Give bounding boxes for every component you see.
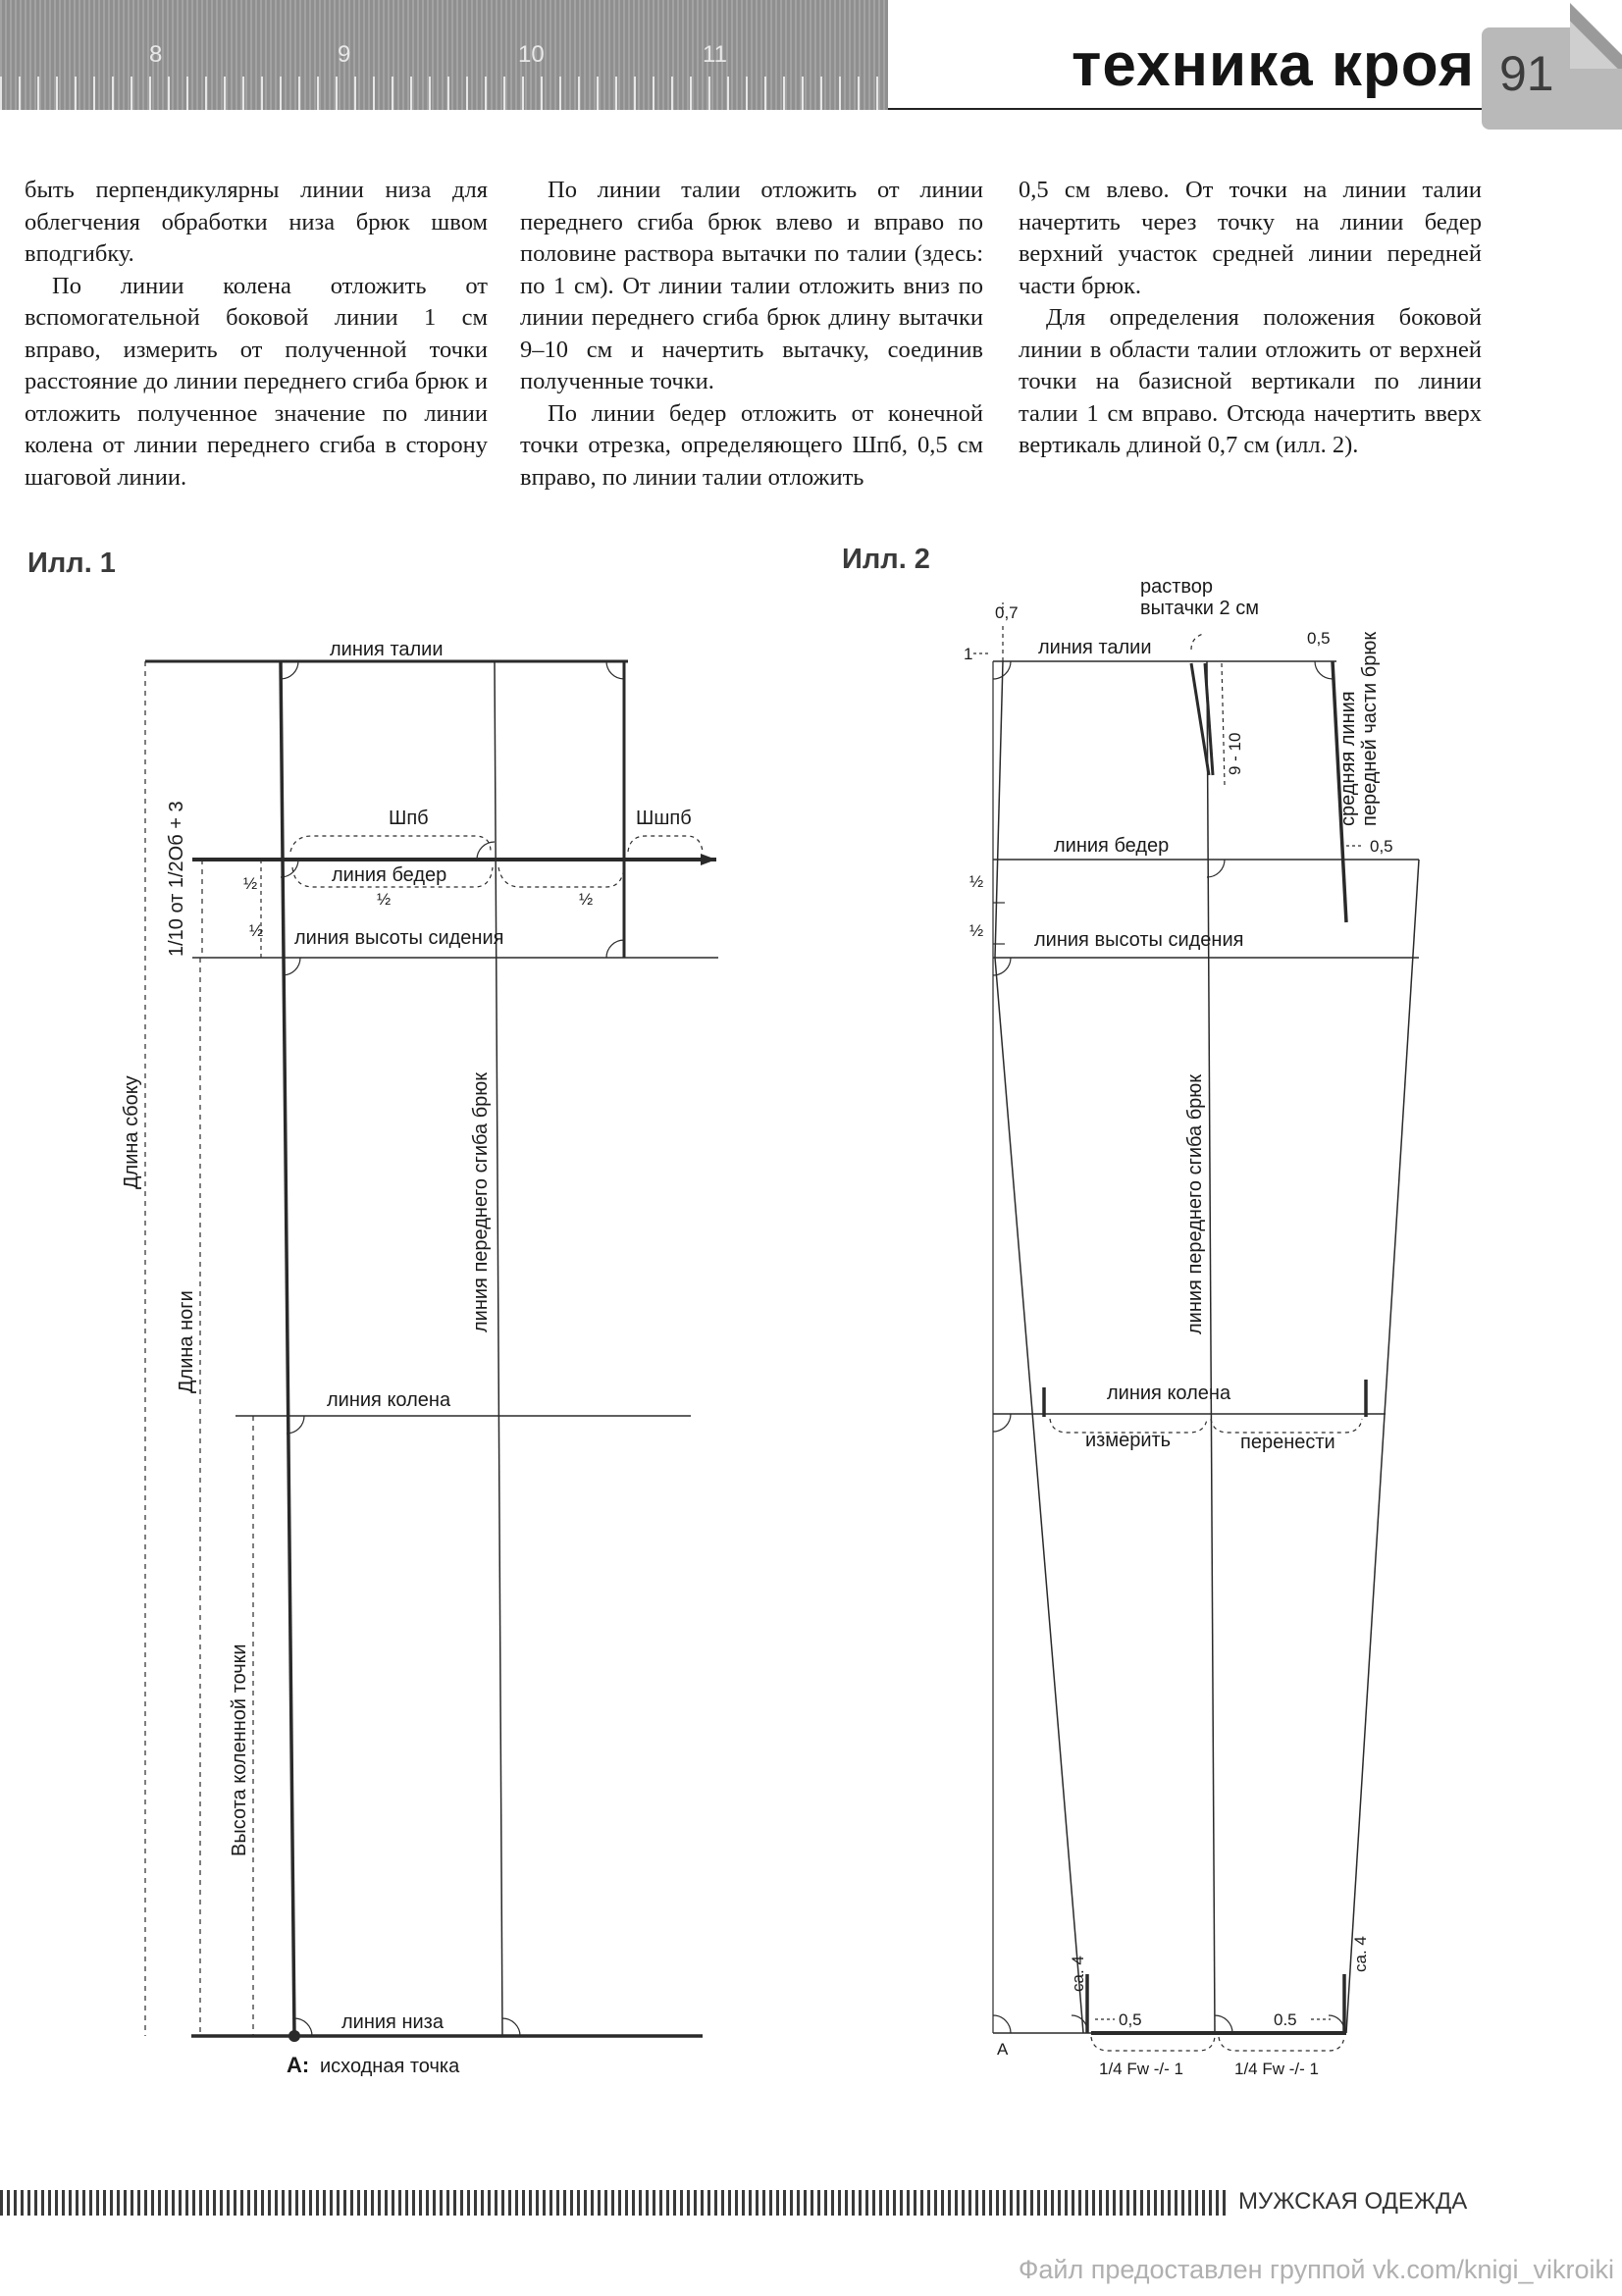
knee-height-label: Высота коленной точки (229, 1644, 250, 1856)
paragraph: По линии талии отложить от линии переднего сгиба брюк влево и вправо по половине раствора вытачки по талии (здесь: по 1 см). От линии талии отложить вниз по линии переднего сгиба брюк длину вытачки 9–10 см и начертить вытачку, соединив полученные точки. (520, 177, 983, 394)
value-07: 0,7 (995, 603, 1019, 622)
seat-height-label: линия высоты сидения (1034, 929, 1244, 951)
hip-width-label: Шпб (389, 808, 429, 829)
approx-4-right: ca. 4 (1351, 1936, 1370, 1972)
origin-letter: А: (287, 2053, 310, 2077)
fw-bracket-left (1091, 2037, 1215, 2051)
knee-label: линия колена (1107, 1383, 1231, 1404)
hips-label: линия бедер (1054, 835, 1170, 857)
value-05-bottom-right: 0.5 (1274, 2010, 1297, 2029)
credit-watermark: Файл предоставлен группой vk.com/knigi_vikroiki (1018, 2255, 1614, 2284)
right-angle-mark (1329, 2015, 1344, 2031)
side-upper-line (995, 661, 1003, 958)
fw-label-right: 1/4 Fw -/- 1 (1234, 2060, 1319, 2078)
front-crease-line (1207, 661, 1215, 2033)
value-05: 0,5 (1307, 629, 1331, 648)
right-angle-mark (1207, 860, 1225, 877)
origin-letter: A (997, 2040, 1009, 2059)
right-angle-mark (1072, 2015, 1087, 2031)
hips-label: линия бедер (332, 864, 447, 886)
waist-label: линия талии (1038, 637, 1152, 658)
center-line-label-1: средняя линия (1337, 691, 1359, 826)
paragraph: 0,5 см влево. От точки на линии талии начертить через точку на линии бедер верхний участок средней линии передней части брюк. (1019, 177, 1482, 299)
footer-section-name: МУЖСКАЯ ОДЕЖДА (1238, 2188, 1468, 2215)
right-angle-mark (993, 661, 1011, 679)
leg-length-label: Длина ноги (176, 1290, 197, 1393)
half-label: ½ (969, 872, 984, 891)
page-number: 91 (1499, 46, 1554, 101)
waist-label: линия талии (330, 639, 444, 660)
fw-bracket-right (1219, 2037, 1344, 2051)
approx-4-left: ca. 4 (1069, 1956, 1087, 1992)
right-angle-mark (993, 1414, 1011, 1432)
inseam-line (1346, 860, 1419, 2033)
footer-barcode-strip (0, 2190, 1227, 2216)
front-crease-label: линия переднего сгиба брюк (470, 1071, 492, 1332)
value-05-hip: 0,5 (1370, 837, 1393, 856)
paragraph: По линии колена отложить от вспомогательной боковой линии 1 см вправо, измерить от полученной точки расстояние до линии переднего сгиба брюк и отложить полученное значение по линии колена от линии переднего сгиба в сторону шаговой линии. (25, 272, 488, 491)
ruler-number: 8 (149, 41, 163, 68)
half-label: ½ (249, 921, 264, 940)
dart-length-dim (1222, 663, 1225, 785)
center-line-label-2: передней части брюк (1359, 631, 1381, 826)
fw-label-left: 1/4 Fw -/- 1 (1099, 2060, 1183, 2078)
side-length-label: Длина сбоку (121, 1075, 142, 1189)
half-label: ½ (243, 874, 258, 893)
ruler-number: 9 (338, 41, 351, 68)
dart-length-label: 9 - 10 (1226, 732, 1244, 775)
seat-height-label: линия высоты сидения (294, 927, 504, 949)
right-angle-mark (1215, 2015, 1232, 2033)
seat-formula-label: 1/10 от 1/2Об + 3 (166, 801, 187, 957)
front-crease-label: линия переднего сгиба брюк (1184, 1073, 1206, 1334)
dart-label-line1: раствор (1140, 576, 1214, 598)
outseam-line (995, 958, 1083, 2033)
value-1: 1 (964, 645, 973, 663)
transfer-bracket (1211, 1419, 1362, 1433)
paragraph: Для определения положения боковой линии в области талии отложить от верхней точки на базисной вертикали по линии талии 1 см вправо. Отсюда начертить вверх вертикаль длиной 0,7 см (илл. 2). (1019, 304, 1482, 458)
transfer-label: перенести (1240, 1432, 1335, 1453)
half-label: ½ (969, 921, 984, 940)
illustration-2-title: Илл. 2 (842, 544, 930, 575)
origin-text: исходная точка (320, 2056, 460, 2077)
knee-label: линия колена (327, 1389, 451, 1411)
half-label: ½ (377, 890, 392, 909)
ruler-number: 10 (518, 41, 545, 68)
paragraph: быть перпендикулярны линии низа для облегчения обработки низа брюк швом вподгибку. (25, 177, 488, 267)
step-width-label: Шшпб (636, 808, 692, 829)
half-label: ½ (579, 890, 594, 909)
ruler-number: 11 (703, 41, 727, 68)
measure-label: измерить (1085, 1430, 1172, 1451)
value-05-bottom-left: 0,5 (1119, 2010, 1142, 2029)
paragraph: По линии бедер отложить от конечной точки отрезка, определяющего Шпб, 0,5 см вправо, по линии талии отложить (520, 399, 983, 491)
section-title: техника кроя (1072, 31, 1475, 99)
right-angle-mark (993, 2015, 1011, 2033)
dart-label-line2: вытачки 2 см (1140, 598, 1259, 619)
dart-leader (1191, 634, 1203, 650)
right-angle-mark (1315, 661, 1333, 679)
hem-label: линия низа (341, 2011, 444, 2033)
illustration-1-title: Илл. 1 (27, 548, 116, 579)
